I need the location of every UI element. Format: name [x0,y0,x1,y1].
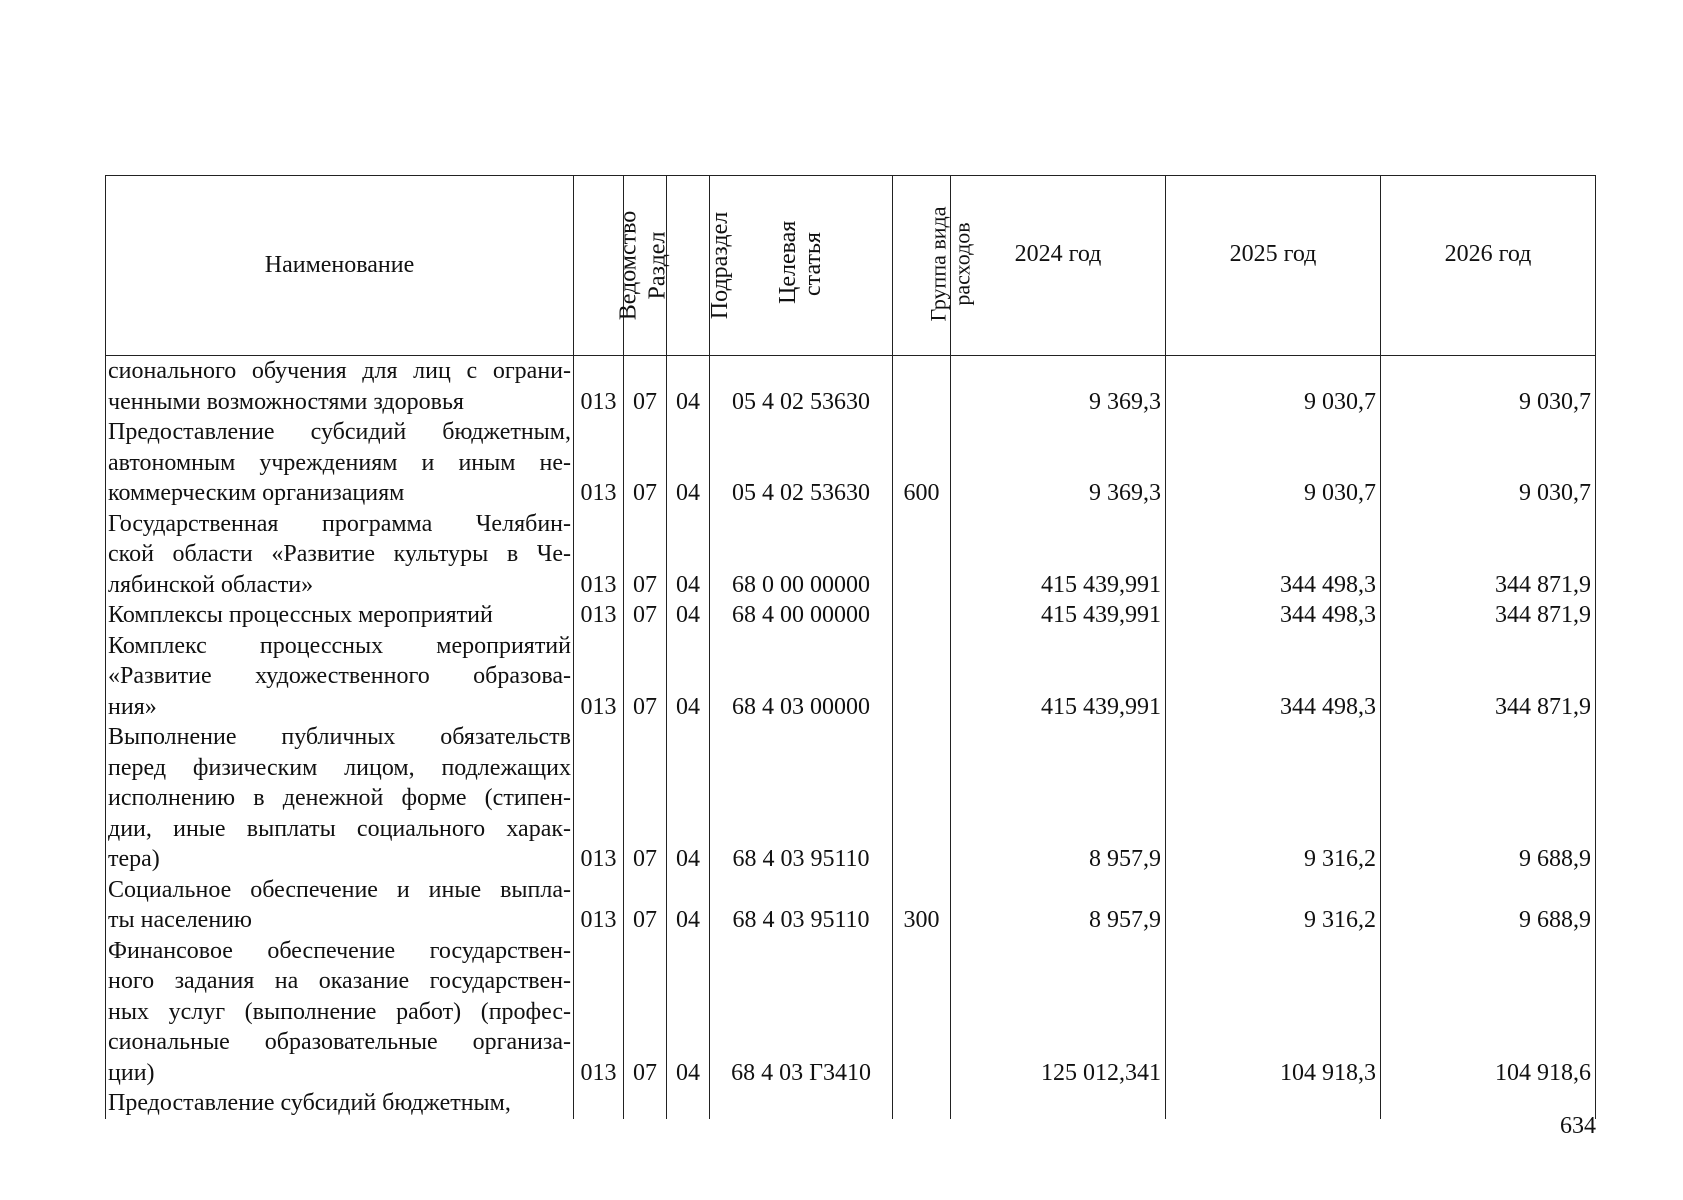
cell-subsection: 04 [667,936,710,1089]
header-target-article-label: Целевая статья [775,220,826,305]
table-row [106,936,1596,1089]
cell-target-article: 68 0 00 00000 [710,509,893,601]
budget-table [105,175,1596,1119]
header-expense-group-label [926,206,974,321]
cell-name [106,509,574,601]
cell-name-line: сиональные образовательные организа- [108,1029,571,1055]
cell-name [106,875,574,936]
cell-amount-2024: 415 439,991 [951,600,1166,631]
budget-table-container [105,175,1596,1119]
cell-name [106,936,574,1089]
cell-name-line: автономным учреждениям и иным не- [108,449,571,476]
table-row [106,722,1596,875]
cell-name-line: ской области «Развитие культуры в Че- [108,541,571,567]
cell-amount-2026: 104 918,6 [1381,936,1596,1089]
cell-subsection [667,1088,710,1119]
cell-subsection: 04 [667,631,710,723]
cell-amount-2025: 9 316,2 [1166,722,1381,875]
cell-name [106,631,574,723]
cell-department: 013 [574,722,624,875]
header-year-2024: 2024 год [951,176,1166,356]
table-row [106,875,1596,936]
cell-amount-2024: 125 012,341 [951,936,1166,1089]
cell-expense-group: 300 [893,875,951,936]
cell-subsection: 04 [667,600,710,631]
header-expense-group [893,176,975,356]
cell-amount-2026: 344 871,9 [1381,509,1596,601]
cell-amount-2025: 9 030,7 [1166,417,1381,509]
table-row [106,631,1596,723]
cell-section: 07 [624,417,667,509]
page-number: 634 [1560,1113,1596,1139]
cell-name-line: ного задания на оказание государствен- [108,968,571,994]
header-section-label: Раздел [644,231,671,300]
cell-target-article: 68 4 03 Г3410 [710,936,893,1089]
cell-department: 013 [574,600,624,631]
cell-target-article [710,1088,893,1119]
cell-amount-2026: 344 871,9 [1381,600,1596,631]
cell-amount-2025 [1166,1088,1381,1119]
cell-section: 07 [624,936,667,1089]
table-header-row [106,176,1596,356]
cell-name-line: перед физическим лицом, подлежащих [108,754,571,781]
cell-subsection: 04 [667,509,710,601]
cell-name-line: дии, иные выплаты социального харак- [108,815,571,842]
cell-amount-2026: 344 871,9 [1381,631,1596,723]
cell-name-line: Комплекс процессных мероприятий [108,632,571,659]
header-target-article [707,176,893,356]
cell-amount-2024: 9 369,3 [951,356,1166,418]
cell-name-line: сионального обучения для лиц с ограни- [108,358,571,384]
cell-name-line: Комплексы процессных мероприятий [108,602,493,628]
header-subsection-label: Подраздел [707,212,734,320]
cell-subsection: 04 [667,722,710,875]
cell-amount-2024: 415 439,991 [951,631,1166,723]
cell-department: 013 [574,631,624,723]
header-subsection [667,176,734,356]
cell-amount-2025: 9 030,7 [1166,356,1381,418]
cell-name-line: ции) [108,1059,155,1086]
cell-expense-group [893,356,951,418]
cell-target-article: 68 4 03 00000 [710,631,893,723]
cell-name [106,600,574,631]
table-body [106,356,1596,1119]
cell-target-article: 68 4 03 95110 [710,722,893,875]
cell-amount-2025: 104 918,3 [1166,936,1381,1089]
cell-amount-2026: 9 030,7 [1381,356,1596,418]
cell-amount-2025: 344 498,3 [1166,631,1381,723]
cell-department: 013 [574,356,624,418]
cell-department: 013 [574,875,624,936]
cell-target-article: 05 4 02 53630 [710,356,893,418]
cell-department: 013 [574,509,624,601]
cell-target-article: 68 4 03 95110 [710,875,893,936]
cell-expense-group [893,631,951,723]
cell-name-line: Государственная программа Челябин- [108,510,571,537]
cell-name-line: Предоставление субсидий бюджетным, [108,419,571,445]
cell-section: 07 [624,875,667,936]
table-row [106,509,1596,601]
cell-expense-group [893,600,951,631]
table-row [106,356,1596,418]
header-department-label: Ведомство [615,210,642,321]
header-expense-group-line1: Группа вида [925,206,951,322]
header-year-2026: 2026 год [1381,176,1596,356]
cell-amount-2026: 9 030,7 [1381,417,1596,509]
cell-expense-group [893,1088,951,1119]
cell-amount-2024: 9 369,3 [951,417,1166,509]
cell-target-article: 05 4 02 53630 [710,417,893,509]
cell-name-line: коммерческим организациям [108,480,405,506]
cell-name-line: исполнению в денежной форме (стипен- [108,785,571,811]
cell-subsection: 04 [667,356,710,418]
table-row [106,1088,1596,1119]
header-expense-group-line2: расходов [949,222,975,306]
cell-amount-2024: 8 957,9 [951,875,1166,936]
cell-name-line: Выполнение публичных обязательств [108,724,571,750]
cell-name [106,1088,574,1119]
table-row [106,600,1596,631]
cell-target-article: 68 4 00 00000 [710,600,893,631]
cell-name-line: Финансовое обеспечение государствен- [108,937,571,964]
cell-expense-group [893,509,951,601]
cell-section: 07 [624,600,667,631]
cell-name-line: Предоставление субсидий бюджетным, [108,1090,511,1116]
cell-name-line: ты населению [108,907,252,933]
cell-name-line: Социальное обеспечение и иные выпла- [108,876,571,903]
cell-expense-group: 600 [893,417,951,509]
header-year-2025: 2025 год [1166,176,1381,356]
cell-name-line: ченными возможностями здоровья [108,388,464,415]
cell-amount-2024: 8 957,9 [951,722,1166,875]
cell-name-line: тера) [108,846,160,872]
cell-section: 07 [624,509,667,601]
cell-name [106,356,574,418]
table-row [106,417,1596,509]
cell-department: 013 [574,936,624,1089]
cell-amount-2026: 9 688,9 [1381,875,1596,936]
cell-name-line: ния» [108,693,157,720]
cell-subsection: 04 [667,875,710,936]
cell-name-line: ных услуг (выполнение работ) (профес- [108,998,571,1025]
cell-amount-2024: 415 439,991 [951,509,1166,601]
cell-section: 07 [624,631,667,723]
cell-expense-group [893,722,951,875]
cell-amount-2025: 344 498,3 [1166,509,1381,601]
cell-name-line: лябинской области» [108,571,314,598]
cell-amount-2025: 344 498,3 [1166,600,1381,631]
cell-section: 07 [624,356,667,418]
cell-amount-2024 [951,1088,1166,1119]
cell-name-line: «Развитие художественного образова- [108,663,571,689]
cell-department: 013 [574,417,624,509]
cell-name [106,722,574,875]
cell-department [574,1088,624,1119]
cell-section: 07 [624,722,667,875]
cell-amount-2025: 9 316,2 [1166,875,1381,936]
header-name: Наименование [106,176,574,356]
cell-subsection: 04 [667,417,710,509]
header-department [574,176,642,356]
cell-expense-group [893,936,951,1089]
cell-section [624,1088,667,1119]
cell-name [106,417,574,509]
cell-amount-2026: 9 688,9 [1381,722,1596,875]
